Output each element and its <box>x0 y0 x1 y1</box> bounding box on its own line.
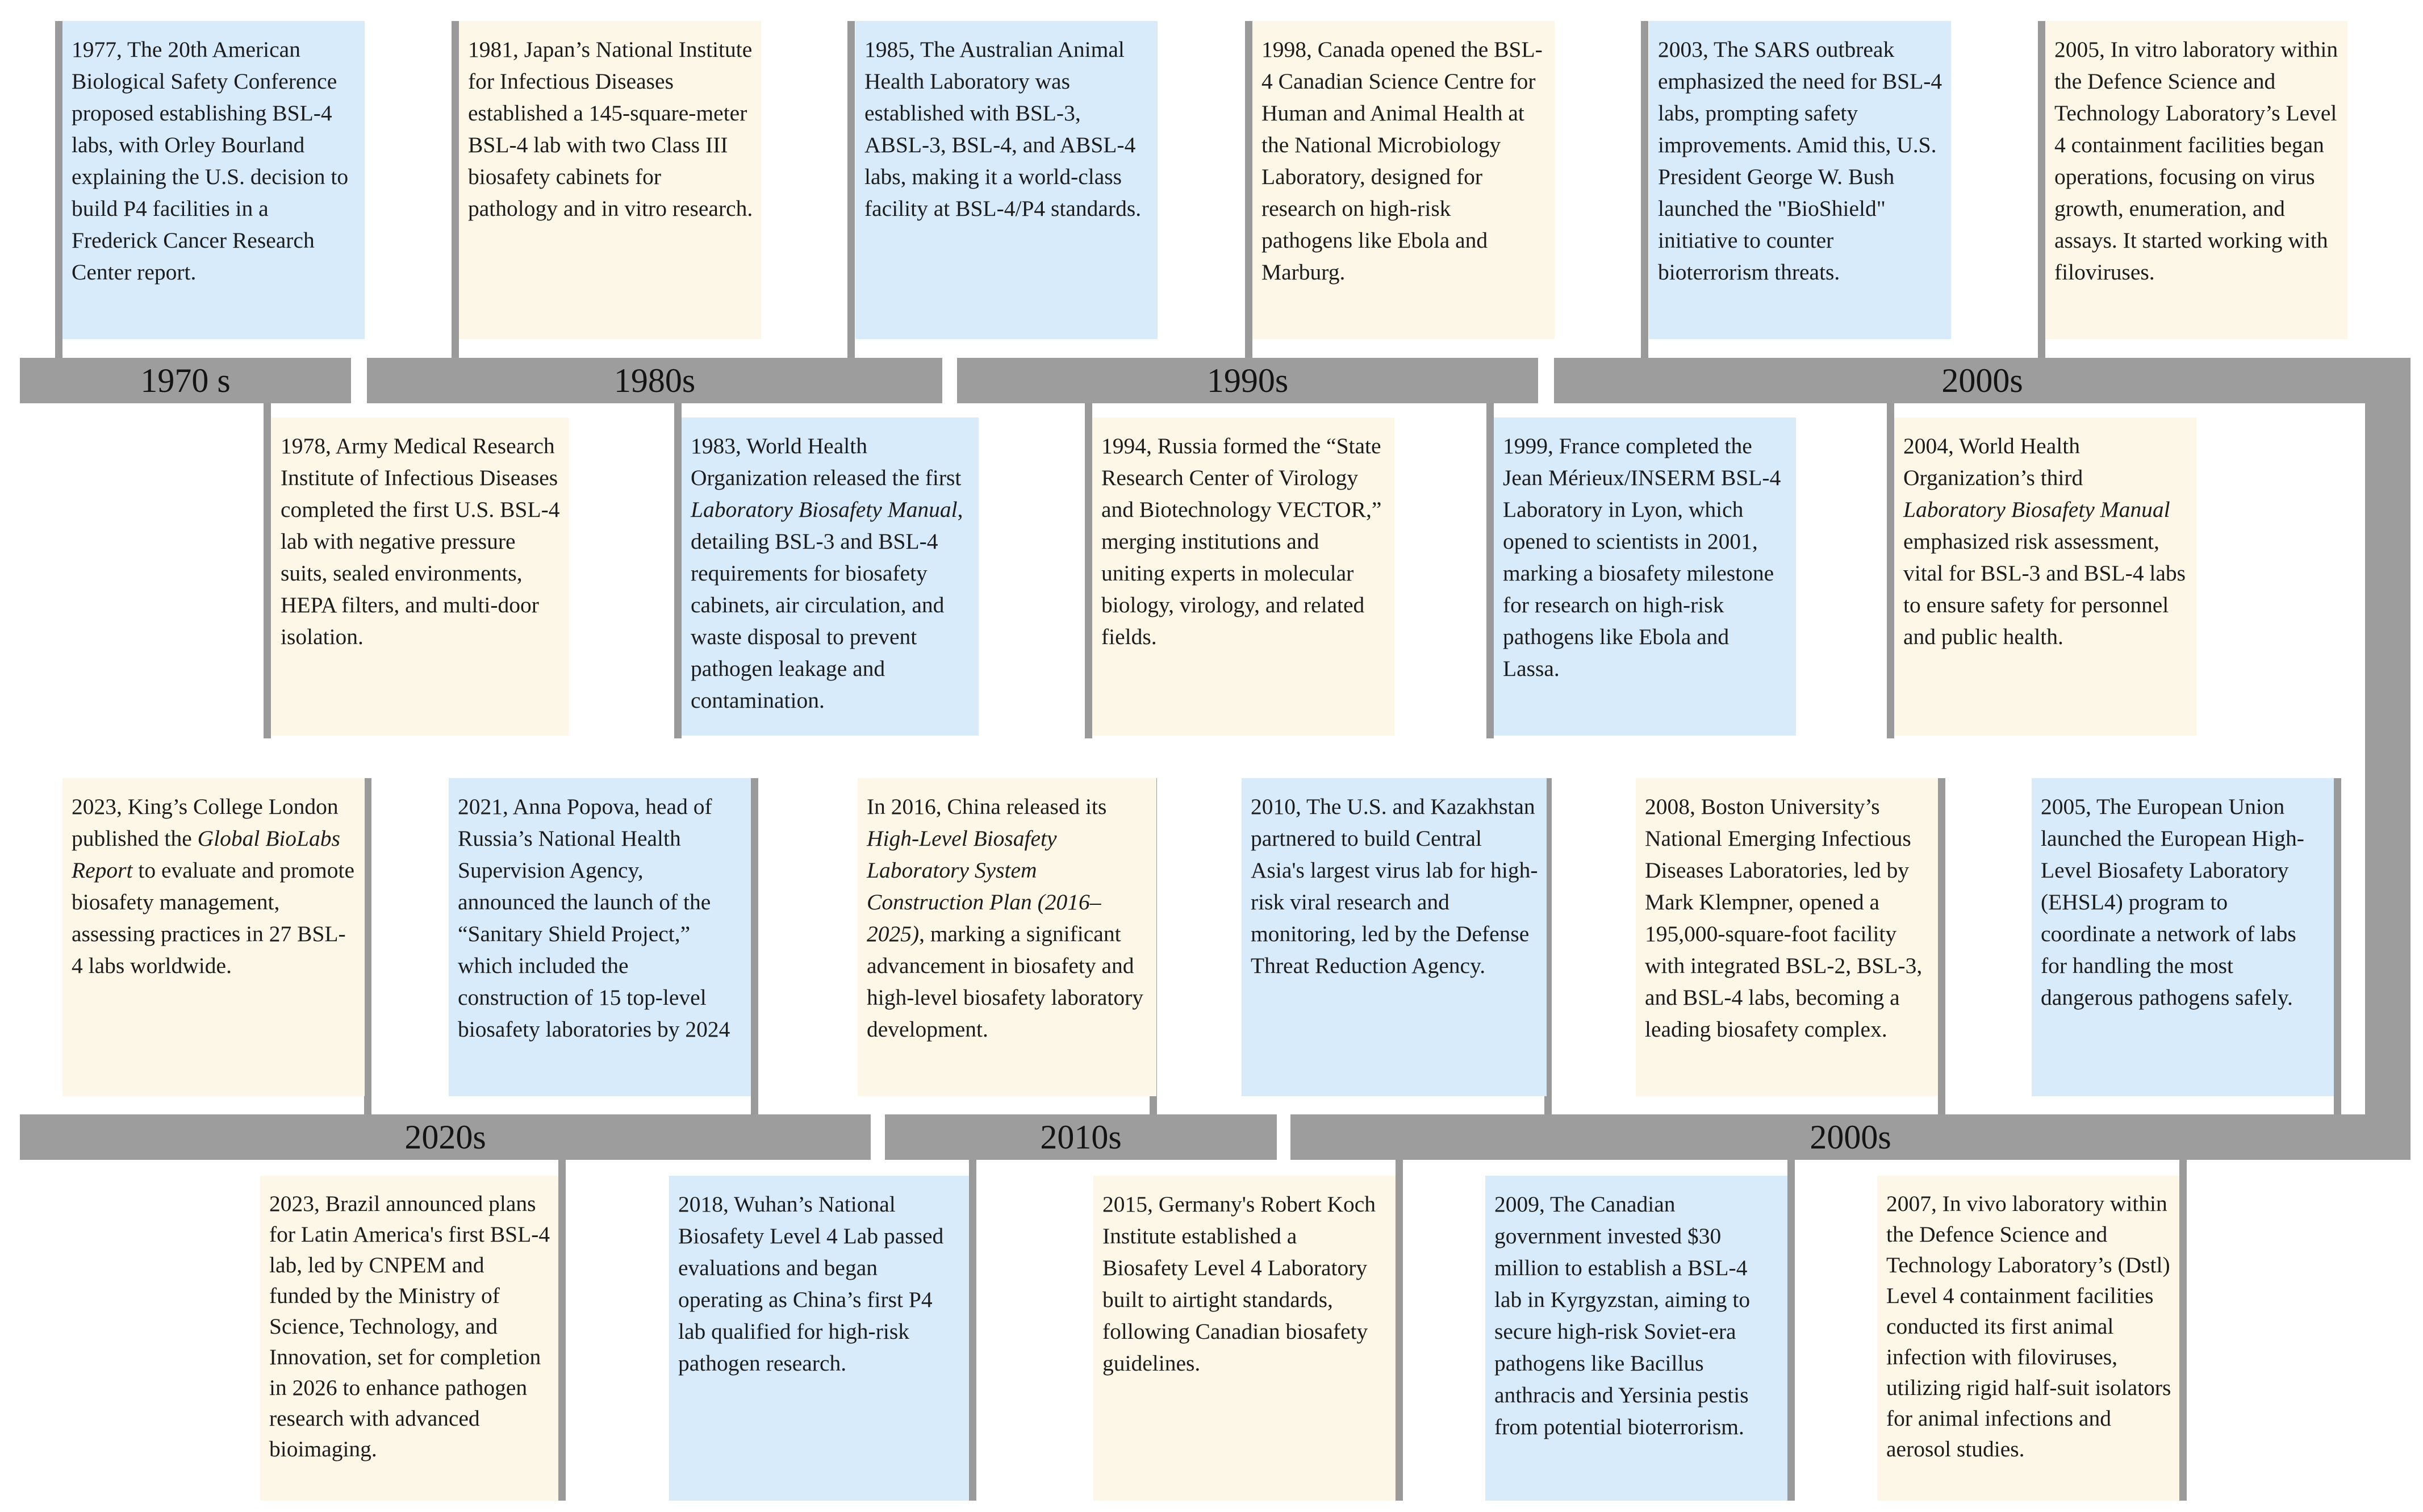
timeline-connector <box>2365 358 2411 1160</box>
event-2009-tick <box>1787 1160 1795 1501</box>
decade-bar-1990s: 1990s <box>957 358 1538 403</box>
event-1985-tick <box>847 21 855 358</box>
event-2023-kcl-tick <box>364 778 371 1114</box>
event-2023-kcl-card: 2023, King’s College London published the Global BioLabs Report to evaluate and promote biosafety management, assessing practices in 27 BSL-4 labs worldwide. <box>62 778 365 1096</box>
event-2004-tick <box>1887 403 1894 738</box>
event-2005-dstl-tick <box>2038 21 2045 358</box>
event-1978-tick <box>264 403 271 738</box>
event-2009-card: 2009, The Canadian government invested $30 million to establish a BSL-4 lab in Kyrgyzstan, aiming to secure high-risk Soviet-era pathogens like Bacillus anthracis and Yersinia pestis from potential bioterrorism. <box>1485 1176 1787 1501</box>
event-2003-card: 2003, The SARS outbreak emphasized the need for BSL-4 labs, prompting safety improvements. Amid this, U.S. President George W. Bush launched the "BioShield" initiative to counter bioterrorism threats. <box>1649 21 1951 339</box>
event-2023-brazil-card: 2023, Brazil announced plans for Latin America's first BSL-4 lab, led by CNPEM and funded by the Ministry of Science, Technology, and Innovation, set for completion in 2026 to enhance pathogen research with advanced bioimaging. <box>260 1176 558 1501</box>
event-1998-tick <box>1245 21 1252 358</box>
event-1983-tick <box>674 403 682 738</box>
event-1994-tick <box>1085 403 1092 738</box>
event-2018-tick <box>969 1160 976 1501</box>
event-2004-card: 2004, World Health Organization’s third Laboratory Biosafety Manual emphasized risk assessment, vital for BSL-3 and BSL-4 labs to ensure safety for personnel and public health. <box>1894 417 2196 736</box>
event-2003-tick <box>1641 21 1648 358</box>
event-2021-card: 2021, Anna Popova, head of Russia’s National Health Supervision Agency, announced the launch of the “Sanitary Shield Project,” which included the construction of 15 top-level biosafety laboratories by 2024 <box>449 778 751 1096</box>
event-2008-tick <box>1938 778 1945 1114</box>
event-2007-tick <box>2179 1160 2187 1501</box>
event-2005-eu-card: 2005, The European Union launched the European High-Level Biosafety Laboratory (EHSL4) program to coordinate a network of labs for handling the most dangerous pathogens safely. <box>2032 778 2334 1096</box>
event-2007-card: 2007, In vivo laboratory within the Defence Science and Technology Laboratory’s (Dstl) Level 4 containment facilities conducted its first animal infection with filoviruses, utilizing rigid half-suit isolators for animal infections and aerosol studies. <box>1877 1176 2179 1501</box>
event-2008-card: 2008, Boston University’s National Emerging Infectious Diseases Laboratories, led by Mark Klempner, opened a 195,000-square-foot facility with integrated BSL-2, BSL-3, and BSL-4 labs, becoming a leading biosafety complex. <box>1636 778 1938 1096</box>
event-1998-card: 1998, Canada opened the BSL-4 Canadian Science Centre for Human and Animal Health at the National Microbiology Laboratory, designed for research on high-risk pathogens like Ebola and Marburg. <box>1252 21 1555 339</box>
decade-bar-1970s: 1970 s <box>20 358 351 403</box>
event-1981-tick <box>452 21 459 358</box>
event-2005-eu-tick <box>2334 778 2341 1114</box>
decade-bar-2000s-top: 2000s <box>1554 358 2411 403</box>
event-2023-brazil-tick <box>558 1160 566 1501</box>
event-1999-card: 1999, France completed the Jean Mérieux/INSERM BSL-4 Laboratory in Lyon, which opened to scientists in 2001, marking a biosafety milestone for research on high-risk pathogens like Ebola and Lassa. <box>1494 417 1796 736</box>
decade-bar-2020s: 2020s <box>20 1114 871 1160</box>
event-1981-card: 1981, Japan’s National Institute for Infectious Diseases established a 145-square-meter BSL-4 lab with two Class III biosafety cabinets for pathology and in vitro research. <box>459 21 761 339</box>
event-1977-tick <box>55 21 62 358</box>
event-2005-dstl-card: 2005, In vitro laboratory within the Defence Science and Technology Laboratory’s Level 4 containment facilities began operations, focusing on virus growth, enumeration, and assays. It started working with filoviruses. <box>2045 21 2347 339</box>
event-1983-card: 1983, World Health Organization released the first Laboratory Biosafety Manual, detailing BSL-3 and BSL-4 requirements for biosafety cabinets, air circulation, and waste disposal to prevent pathogen leakage and contamination. <box>682 417 979 736</box>
event-2018-card: 2018, Wuhan’s National Biosafety Level 4 Lab passed evaluations and began operating as China’s first P4 lab qualified for high-risk pathogen research. <box>669 1176 969 1501</box>
event-2016-card: In 2016, China released its High-Level Biosafety Laboratory System Construction Plan (2016–2025), marking a significant advancement in biosafety and high-level biosafety laboratory development. <box>858 778 1156 1096</box>
event-2021-tick <box>751 778 758 1114</box>
event-1994-card: 1994, Russia formed the “State Research Center of Virology and Biotechnology VECTOR,” merging institutions and uniting experts in molecular biology, virology, and related fields. <box>1092 417 1394 736</box>
event-1985-card: 1985, The Australian Animal Health Laboratory was established with BSL-3, ABSL-3, BSL-4, and ABSL-4 labs, making it a world-class facility at BSL-4/P4 standards. <box>855 21 1158 339</box>
event-1978-card: 1978, Army Medical Research Institute of Infectious Diseases completed the first U.S. BSL-4 lab with negative pressure suits, sealed environments, HEPA filters, and multi-door isolation. <box>271 417 569 736</box>
event-1977-card: 1977, The 20th American Biological Safety Conference proposed establishing BSL-4 labs, with Orley Bourland explaining the U.S. decision to build P4 facilities in a Frederick Cancer Research Center report. <box>62 21 365 339</box>
event-2015-tick <box>1396 1160 1403 1501</box>
event-1999-tick <box>1486 403 1494 738</box>
decade-bar-1980s: 1980s <box>367 358 942 403</box>
decade-bar-2000s-bottom: 2000s <box>1290 1114 2411 1160</box>
event-2015-card: 2015, Germany's Robert Koch Institute established a Biosafety Level 4 Laboratory built to airtight standards, following Canadian biosafety guidelines. <box>1093 1176 1396 1501</box>
event-2010-card: 2010, The U.S. and Kazakhstan partnered to build Central Asia's largest virus lab for high-risk viral research and monitoring, led by the Defense Threat Reduction Agency. <box>1242 778 1547 1096</box>
decade-bar-2010s: 2010s <box>885 1114 1277 1160</box>
